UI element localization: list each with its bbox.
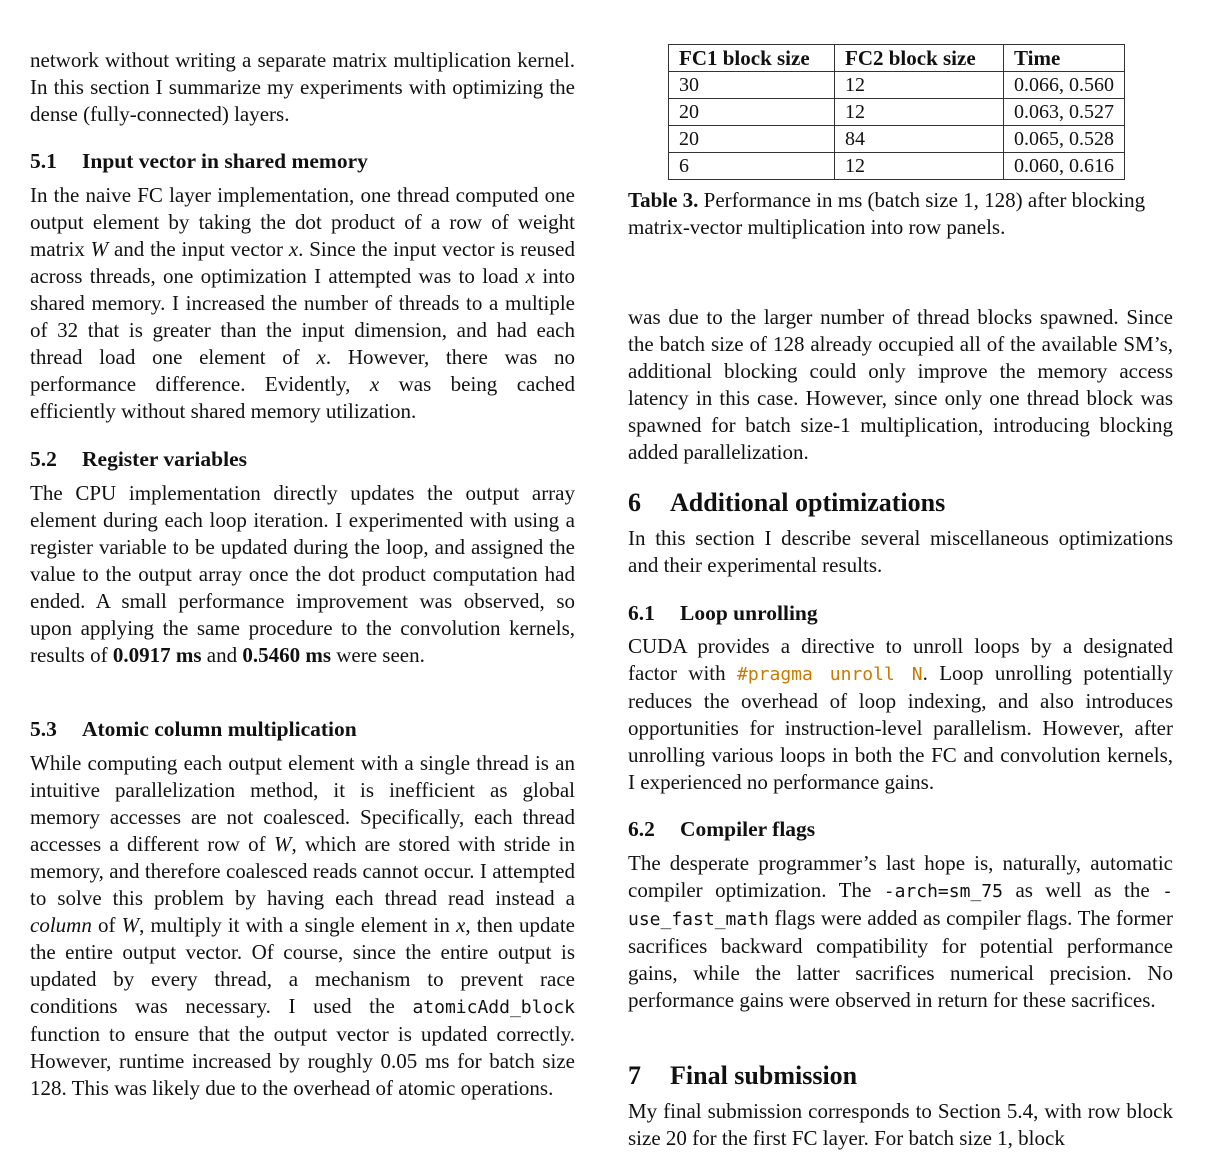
table-cell: 20	[669, 99, 835, 126]
section-5-2-paragraph	[30, 480, 575, 669]
math-x: x	[288, 237, 299, 261]
text-run: into shared memory. I increased the number of threads to a multiple of 32 that is greater than the input dimension, and had each thread load one element of	[30, 264, 575, 369]
performance-table	[668, 44, 1125, 180]
table-cell: 30	[669, 72, 835, 99]
table-cell: 20	[669, 126, 835, 153]
math-W: W	[90, 237, 109, 261]
math-x: x	[456, 913, 466, 937]
inline-code: -use_fast_math	[628, 881, 1174, 930]
table-header-row	[669, 45, 1125, 72]
section-5-1-paragraph	[30, 182, 575, 425]
section-6-2-paragraph	[628, 850, 1173, 1014]
text-run: as well as the	[1002, 878, 1163, 902]
inline-code: #pragma unroll N	[737, 664, 923, 685]
table-cell: 12	[835, 72, 1004, 99]
text-run: function to ensure that the output vector is updated correctly. However, runtime increased by roughly 0.05 ms for batch size 128. This was likely due to the overhead of atomic operations.	[30, 1022, 575, 1100]
table-caption	[628, 187, 1173, 241]
table-cell: 0.060, 0.616	[1004, 153, 1125, 180]
section-5-3-heading	[30, 716, 357, 743]
text-run: was being cached efficiently without shared memory utilization.	[30, 372, 575, 423]
text-run: and	[201, 643, 243, 667]
math-x: x	[316, 345, 326, 369]
text-run: . Loop unrolling potentially reduces the overhead of loop indexing, and also introduces opportunities for instruction-level parallelism. However, after unrolling various loops in both the FC and convolution kernels, I experienced no performance gains.	[628, 661, 1174, 794]
section-7-paragraph: My final submission corresponds to Section 5.4, with row block size 20 for the first FC layer. For batch size 1, block	[628, 1099, 1173, 1150]
inline-code: atomicAdd_block	[412, 997, 575, 1018]
inline-code: -arch=sm_75	[883, 881, 1003, 902]
table-cell: 0.063, 0.527	[1004, 99, 1125, 126]
caption-text: Performance in ms (batch size 1, 128) after blocking matrix-vector multiplication into row panels.	[628, 188, 1146, 239]
section-6-heading	[628, 487, 945, 519]
section-title: Atomic column multiplication	[82, 717, 357, 741]
text-run: , multiply it with a single element in	[139, 913, 456, 937]
text-run: In the naive FC layer implementation, one thread computed one output element by taking the dot product of a row of weight matrix	[30, 183, 575, 261]
section-6-2-heading	[628, 816, 815, 843]
continuation-paragraph: was due to the larger number of thread blocks spawned. Since the batch size of 128 already occupied all of the available SM’s, additional blocking could only improve the memory access latency in this case. However, since only one thread block was spawned for batch size-1 multiplication, introducing blocking added parallelization.	[628, 305, 1173, 464]
math-x: x	[369, 372, 380, 396]
section-title: Input vector in shared memory	[82, 149, 368, 173]
section-title: Compiler flags	[680, 817, 816, 841]
column-header: FC1 block size	[669, 45, 835, 72]
section-number: 6.1	[628, 601, 655, 625]
text-run: CUDA provides a directive to unroll loops by a designated factor with	[628, 634, 1173, 685]
text-run: While computing each output element with a single thread is an intuitive parallelization method, it is inefficient as global memory accesses are not coalesced. Specifically, each thread accesses a different row of	[30, 751, 575, 856]
table-row	[669, 99, 1125, 126]
text-run: , which are stored with stride in memory, and therefore coalesced reads cannot occur. I attempted to solve this problem by having each thread read instead a	[30, 832, 575, 910]
section-5-1-heading	[30, 148, 368, 175]
text-run: . Since the input vector is reused across threads, one optimization I attempted was to load	[30, 237, 576, 288]
section-number: 7	[628, 1061, 641, 1090]
section-7-heading	[628, 1060, 857, 1092]
section-6-paragraph: In this section I describe several miscellaneous optimizations and their experimental results.	[628, 526, 1173, 577]
text-run: . However, there was no performance difference. Evidently,	[30, 345, 575, 396]
section-title: Additional optimizations	[670, 488, 946, 517]
section-number: 6.2	[628, 817, 655, 841]
table-cell: 0.065, 0.528	[1004, 126, 1125, 153]
text-run: The CPU implementation directly updates the output array element during each loop iteration. I experimented with using a register variable to be updated during the loop, and assigned the value to the output array once the dot product computation had ended. A small performance improvement was observed, so upon applying the same procedure to the convolution kernels, results of	[30, 481, 575, 667]
text-run: The desperate programmer’s last hope is, naturally, automatic compiler optimization. The	[628, 851, 1173, 902]
section-5-2-heading	[30, 446, 247, 473]
math-W: W	[273, 832, 292, 856]
section-6-1-paragraph	[628, 633, 1173, 796]
math-x: x	[525, 264, 535, 288]
result-value: 0.5460 ms	[242, 643, 331, 667]
intro-paragraph: network without writing a separate matrix multiplication kernel. In this section I summarize my experiments with optimizing the dense (fully-connected) layers.	[30, 48, 575, 126]
section-title: Final submission	[670, 1061, 858, 1090]
section-title: Loop unrolling	[680, 601, 818, 625]
table-cell: 0.066, 0.560	[1004, 72, 1125, 99]
section-6-1-heading	[628, 600, 818, 627]
section-number: 5.2	[30, 447, 57, 471]
emphasis: column	[30, 913, 92, 937]
column-header: Time	[1004, 45, 1125, 72]
column-header: FC2 block size	[835, 45, 1004, 72]
section-title: Register variables	[82, 447, 247, 471]
section-number: 5.1	[30, 149, 57, 173]
caption-label: Table 3.	[628, 188, 699, 212]
table-cell: 12	[835, 153, 1004, 180]
text-run: , then update the entire output vector. Of course, since the entire output is updated by every thread, a mechanism to prevent race conditions was necessary. I used the	[30, 913, 575, 1018]
table-row	[669, 126, 1125, 153]
table-cell: 6	[669, 153, 835, 180]
table-row	[669, 153, 1125, 180]
text-run: flags were added as compiler flags. The former sacrifices backward compatibility for potential performance gains, while the latter sacrifices numerical precision. No performance gains were observed in return for these sacrifices.	[628, 906, 1173, 1012]
table-cell: 12	[835, 99, 1004, 126]
result-value: 0.0917 ms	[112, 643, 202, 667]
table-row	[669, 72, 1125, 99]
section-number: 6	[628, 488, 641, 517]
text-run: of	[91, 913, 122, 937]
table-cell: 84	[835, 126, 1004, 153]
section-5-3-paragraph	[30, 750, 575, 1102]
text-run: were seen.	[331, 643, 425, 667]
math-W: W	[121, 913, 140, 937]
text-run: and the input vector	[108, 237, 289, 261]
section-number: 5.3	[30, 717, 57, 741]
